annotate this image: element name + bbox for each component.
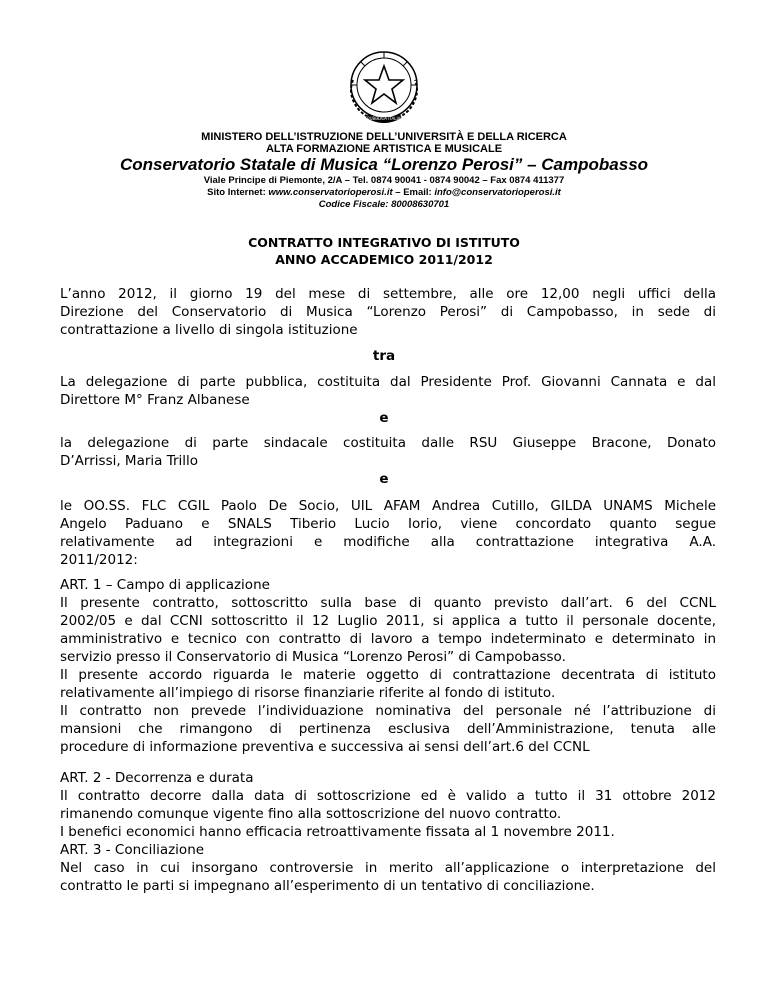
article-2: ART. 2 - Decorrenza e durata Il contratto decorre dalla data di sottoscrizione ed è valido a tutto il 31 ottobre 2012 rimanendo comunque vigente fino alla sottoscrizione del nuovo contratto. I benefici economici hanno efficacia retroattivamente fissata al 1 novembre 2011. (60, 770, 716, 840)
institution-name: Conservatorio Statale di Musica “Lorenzo Perosi” – Campobasso (119, 155, 649, 174)
email-label: – Email: (392, 187, 435, 198)
e-separator-2: e (379, 471, 389, 487)
emblem-text: REPUBBLICA ITALIANA (361, 116, 407, 121)
fiscal-code: Codice Fiscale: 80008630701 (318, 199, 450, 210)
address-line: Viale Principe di Piemonte, 2/A – Tel. 0874 90041 - 0874 90042 – Fax 0874 411377 (203, 175, 565, 186)
repubblica-italiana-emblem-icon (339, 40, 429, 130)
email-link[interactable]: info@conservatorioperosi.it (434, 187, 561, 198)
ministry-line-2: ALTA FORMAZIONE ARTISTICA E MUSICALE (265, 143, 503, 155)
web-label: Sito Internet: (207, 187, 269, 198)
e-separator-1: e (379, 410, 389, 426)
tra-separator: tra (372, 348, 396, 364)
intro-paragraph: L’anno 2012, il giorno 19 del mese di settembre, alle ore 12,00 negli uffici della Direzione del Conservatorio di Musica “Lorenzo Perosi” di Campobasso, in sede di contrattazione a livello di singola istituzione (60, 286, 716, 338)
union-party-paragraph: la delegazione di parte sindacale costituita dalle RSU Giuseppe Bracone, Donato D’Arrissi, Maria Trillo (60, 435, 716, 469)
article-1: ART. 1 – Campo di applicazione Il presente contratto, sottoscritto sulla base di quanto previsto dall’art. 6 del CCNL 2002/05 e dal CCNI sottoscritto il 12 Luglio 2011, si applica a tutto il personale docente, amministrativo e tecnico con contratto di lavoro a tempo indeterminato e determinato in servizio presso il Conservatorio di Musica “Lorenzo Perosi” di Campobasso. Il presente accordo riguarda le materie oggetto di contrattazione decentrata di istituto relativamente all’impiego di risorse finanziarie riferite al fondo di istituto. Il contratto non prevede l’individuazione nominativa del personale né l’attribuzione di mansioni che rimangono di pertinenza esclusiva dell’Amministrazione, tenuta alle procedure di informazione preventiva e successiva ai sensi dell’art.6 del CCNL (60, 577, 716, 755)
website-link[interactable]: www.conservatorioperosi.it (268, 187, 393, 198)
doc-title-line-1: CONTRATTO INTEGRATIVO DI ISTITUTO (248, 235, 520, 250)
article-heading: ART. 2 - Decorrenza e durata (60, 770, 254, 786)
article-heading: ART. 3 - Conciliazione (60, 842, 205, 858)
contacts-line (0, 187, 768, 199)
article-3: ART. 3 - Conciliazione Nel caso in cui insorgano controversie in merito all’applicazione o interpretazione del contratto le parti si impegnano all’esperimento di un tentativo di conciliazione. (60, 842, 716, 894)
article-heading: ART. 1 – Campo di applicazione (60, 577, 270, 593)
ministry-line-1: MINISTERO DELL’ISTRUZIONE DELL’UNIVERSITÀ E DELLA RICERCA (201, 131, 567, 143)
public-party-paragraph: La delegazione di parte pubblica, costituita dal Presidente Prof. Giovanni Cannata e dal Direttore M° Franz Albanese (60, 374, 716, 408)
doc-title-line-2: ANNO ACCADEMICO 2011/2012 (275, 252, 493, 267)
unions-paragraph: le OO.SS. FLC CGIL Paolo De Socio, UIL AFAM Andrea Cutillo, GILDA UNAMS Michele Angelo Paduano e SNALS Tiberio Lucio Iorio, viene concordato quanto segue relativamente ad integrazioni e modifiche alla contrattazione integrativa A.A. 2011/2012: (60, 498, 716, 568)
